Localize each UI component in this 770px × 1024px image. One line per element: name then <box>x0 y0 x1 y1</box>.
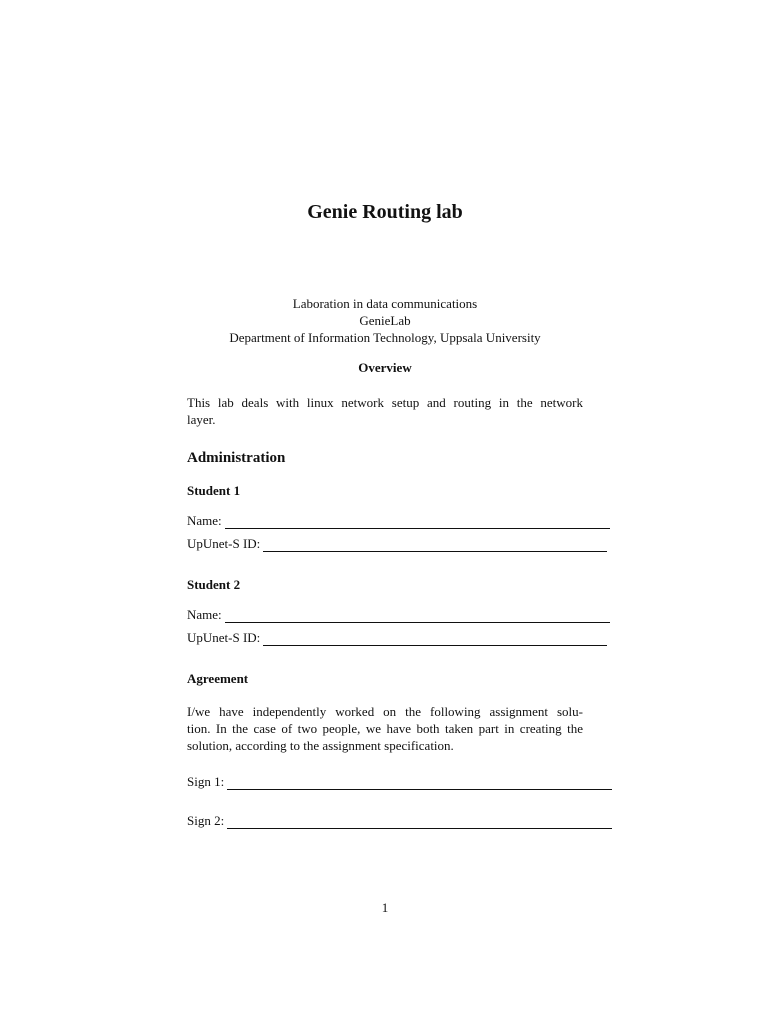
student2-name-label: Name: <box>187 607 222 622</box>
sign1-label: Sign 1: <box>187 774 225 789</box>
student2-id-field[interactable] <box>187 630 607 646</box>
student2-id-line[interactable] <box>263 633 607 646</box>
agreement-line: I/we have independently worked on the following assignment solu- <box>187 704 583 719</box>
student2-name-line[interactable] <box>225 610 610 623</box>
student1-id-label: UpUnet-S ID: <box>187 536 261 551</box>
student2-heading: Student 2 <box>187 577 241 592</box>
student2-name-field[interactable] <box>187 607 610 623</box>
agreement-line: tion. In the case of two people, we have both taken part in creating the <box>187 721 583 736</box>
student1-name-field[interactable] <box>187 513 610 529</box>
student1-name-line[interactable] <box>225 516 610 529</box>
overview-heading: Overview <box>358 360 412 375</box>
student1-name-label: Name: <box>187 513 222 528</box>
sign2-line[interactable] <box>227 816 612 829</box>
page-number: 1 <box>381 900 389 915</box>
student2-id-label: UpUnet-S ID: <box>187 630 261 645</box>
subtitle-course: Laboration in data communications <box>292 296 478 311</box>
sign1-line[interactable] <box>227 777 612 790</box>
agreement-heading: Agreement <box>187 671 249 686</box>
student1-id-field[interactable] <box>187 536 607 552</box>
subtitle-lab: GenieLab <box>359 313 411 328</box>
agreement-paragraph <box>187 703 583 754</box>
administration-heading: Administration <box>187 450 286 466</box>
overview-line: This lab deals with linux network setup and routing in the network <box>187 395 583 410</box>
document-title: Genie Routing lab <box>307 201 463 223</box>
sign1-field[interactable] <box>187 774 612 790</box>
sign2-field[interactable] <box>187 813 612 829</box>
student1-id-line[interactable] <box>263 539 607 552</box>
overview-paragraph <box>187 394 583 428</box>
student1-heading: Student 1 <box>187 483 241 498</box>
sign2-label: Sign 2: <box>187 813 225 828</box>
overview-line: layer. <box>187 412 216 427</box>
agreement-line: solution, according to the assignment specification. <box>187 738 454 753</box>
subtitle-department: Department of Information Technology, Uppsala University <box>229 330 541 345</box>
